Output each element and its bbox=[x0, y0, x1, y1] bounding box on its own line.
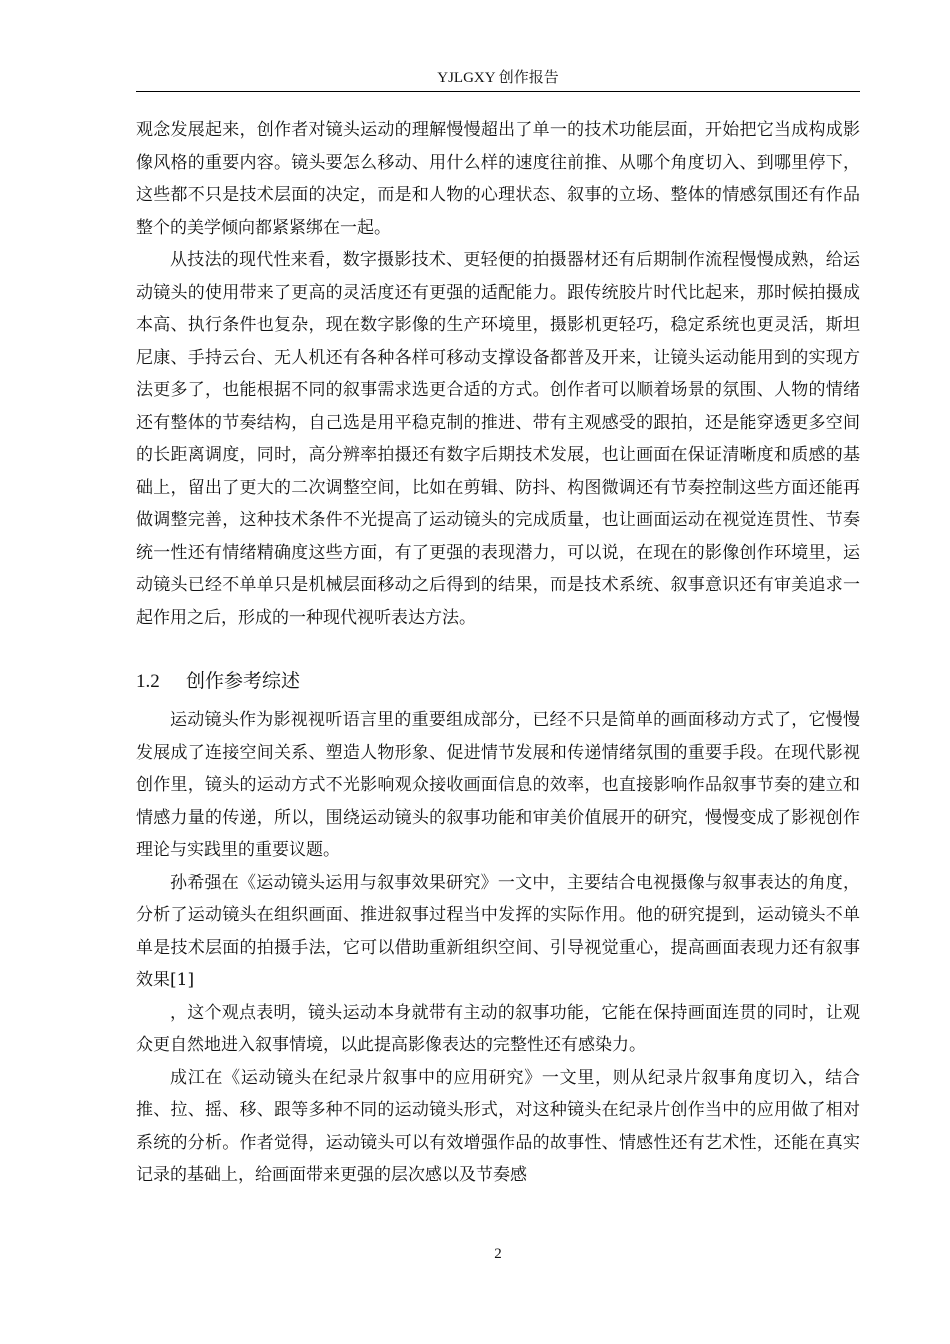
paragraph: ，这个观点表明，镜头运动本身就带有主动的叙事功能，它能在保持画面连贯的同时，让观众更自然地进入叙事情境，以此提高影像表达的完整性还有感染力。 bbox=[136, 1002, 860, 1055]
page-header: YJLGXY 创作报告 bbox=[437, 70, 559, 86]
paragraph: 成江在《运动镜头在纪录片叙事中的应用研究》一文里，则从纪录片叙事角度切入，结合推、拉、摇、移、跟等多种不同的运动镜头形式，对这种镜头在纪录片创作当中的应用做了相对系统的分析。作者觉得，运动镜头可以有效增强作品的故事性、情感性还有艺术性，还能在真实记录的基础上，给画面带来更强的层次感以及节奏感 bbox=[136, 1067, 860, 1185]
page-number: 2 bbox=[494, 1246, 502, 1262]
section-heading bbox=[136, 659, 860, 704]
paragraph: 从技法的现代性来看，数字摄影技术、更轻便的拍摄器材还有后期制作流程慢慢成熟，给运动镜头的使用带来了更高的灵活度还有更强的适配能力。跟传统胶片时代比起来，那时候拍摄成本高、执行条件也复杂，现在数字影像的生产环境里，摄影机更轻巧，稳定系统也更灵活，斯坦尼康、手持云台、无人机还有各种各样可移动支撑设备都普及开来，让镜头运动能用到的实现方法更多了，也能根据不同的叙事需求选更合适的方式。创作者可以顺着场景的氛围、人物的情绪还有整体的节奏结构，自己选是用平稳克制的推进、带有主观感受的跟拍，还是能穿透更多空间的长距离调度，同时，高分辨率拍摄还有数字后期技术发展，也让画面在保证清晰度和质感的基础上，留出了更大的二次调整空间，比如在剪辑、防抖、构图微调还有节奏控制这些方面还能再做调整完善，这种技术条件不光提高了运动镜头的完成质量，也让画面运动在视觉连贯性、节奏统一性还有情绪精确度这些方面，有了更强的表现潜力，可以说，在现在的影像创作环境里，运动镜头已经不单单只是机械层面移动之后得到的结果，而是技术系统、叙事意识还有审美追求一起作用之后，形成的一种现代视听表达方法。 bbox=[136, 250, 860, 628]
section-number: 1.2 bbox=[136, 671, 160, 692]
header-rule bbox=[136, 91, 860, 92]
paragraph: 运动镜头作为影视视听语言里的重要组成部分，已经不只是简单的画面移动方式了，它慢慢发展成了连接空间关系、塑造人物形象、促进情节发展和传递情绪氛围的重要手段。在现代影视创作里，镜头的运动方式不光影响观众接收画面信息的效率，也直接影响作品叙事节奏的建立和情感力量的传递，所以，围绕运动镜头的叙事功能和审美价值展开的研究，慢慢变成了影视创作理论与实践里的重要议题。 bbox=[136, 710, 860, 860]
paragraph: 孙希强在《运动镜头运用与叙事效果研究》一文中，主要结合电视摄像与叙事表达的角度，分析了运动镜头在组织画面、推进叙事过程当中发挥的实际作用。他的研究提到，运动镜头不单单是技术层面的拍摄手法，它可以借助重新组织空间、引导视觉重心，提高画面表现力还有叙事效果[1] bbox=[136, 872, 860, 990]
section-title: 创作参考综述 bbox=[186, 670, 301, 692]
body-text bbox=[136, 114, 860, 1192]
paragraph: 观念发展起来，创作者对镜头运动的理解慢慢超出了单一的技术功能层面，开始把它当成构成影像风格的重要内容。镜头要怎么移动、用什么样的速度往前推、从哪个角度切入、到哪里停下，这些都不只是技术层面的决定，而是和人物的心理状态、叙事的立场、整体的情感氛围还有作品整个的美学倾向都紧紧绑在一起。 bbox=[136, 120, 860, 238]
